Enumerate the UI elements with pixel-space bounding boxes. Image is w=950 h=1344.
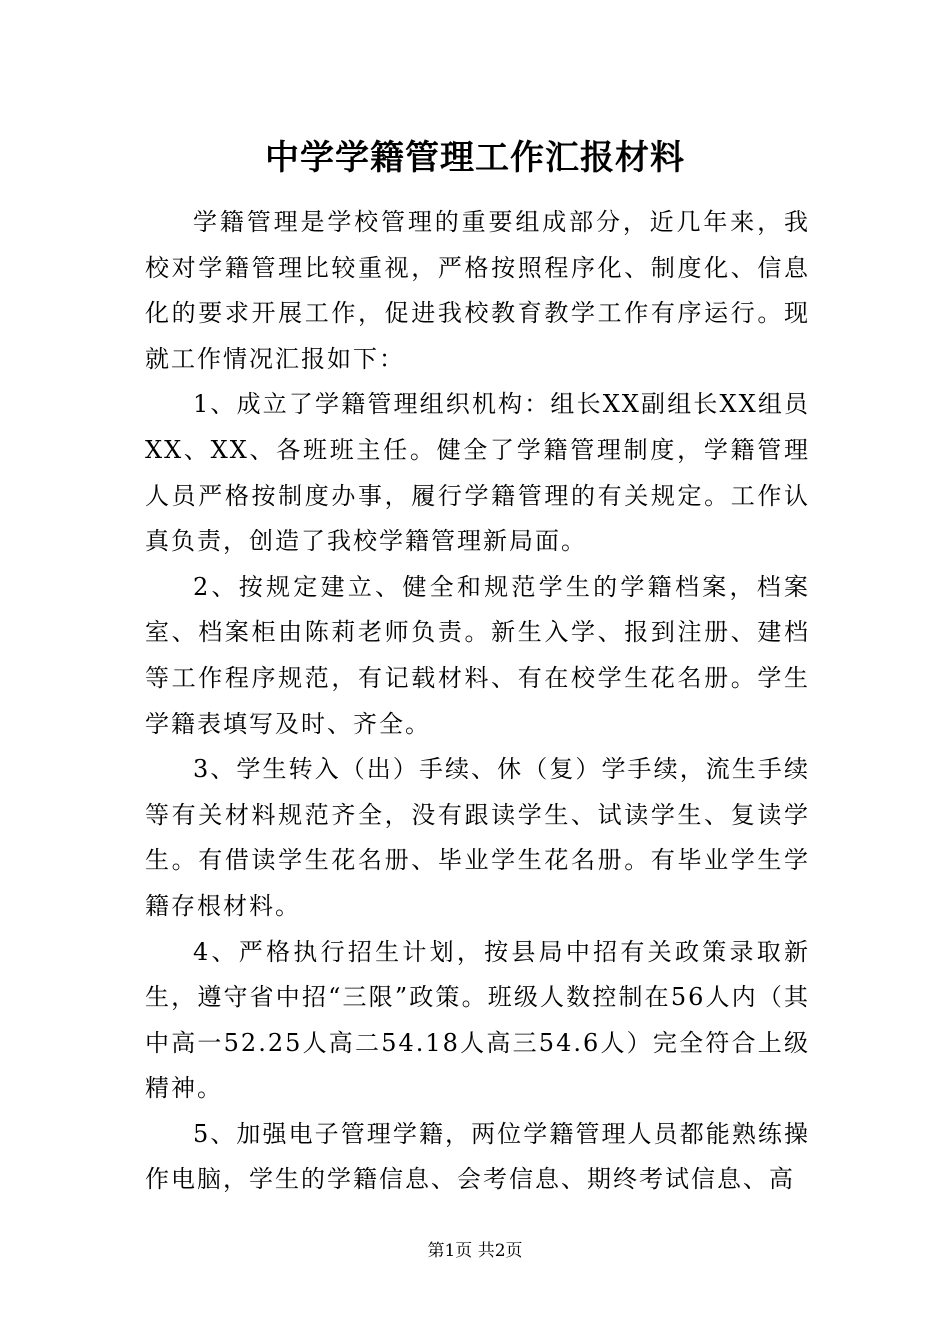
- paragraph-item-5: 5、加强电子管理学籍，两位学籍管理人员都能熟练操作电脑，学生的学籍信息、会考信息、期终考试信息、高: [145, 1119, 810, 1194]
- document-title: 中学学籍管理工作汇报材料: [265, 138, 685, 178]
- paragraph-intro: 学籍管理是学校管理的重要组成部分，近几年来，我校对学籍管理比较重视，严格按照程序化、制度化、信息化的要求开展工作，促进我校教育教学工作有序运行。现就工作情况汇报如下：: [145, 208, 810, 373]
- document-body: [145, 200, 810, 1203]
- paragraph-item-2: 2、按规定建立、健全和规范学生的学籍档案，档案室、档案柜由陈莉老师负责。新生入学、报到注册、建档等工作程序规范，有记载材料、有在校学生花名册。学生学籍表填写及时、齐全。: [145, 572, 810, 738]
- paragraph-item-3: 3、学生转入（出）手续、休（复）学手续，流生手续等有关材料规范齐全，没有跟读学生、试读学生、复读学生。有借读学生花名册、毕业学生花名册。有毕业学生学籍存根材料。: [145, 755, 810, 920]
- paragraph-item-1: 1、成立了学籍管理组织机构：组长XX副组长XX组员XX、XX、各班班主任。健全了学籍管理制度，学籍管理人员严格按制度办事，履行学籍管理的有关规定。工作认真负责，创造了我校学籍管理新局面。: [145, 390, 810, 556]
- page-footer: 第1页 共2页: [427, 1241, 523, 1261]
- paragraph-item-4: 4、严格执行招生计划，按县局中招有关政策录取新生，遵守省中招“三限”政策。班级人数控制在56人内（其中高一52.25人高二54.18人高三54.6人）完全符合上级精神。: [145, 937, 810, 1103]
